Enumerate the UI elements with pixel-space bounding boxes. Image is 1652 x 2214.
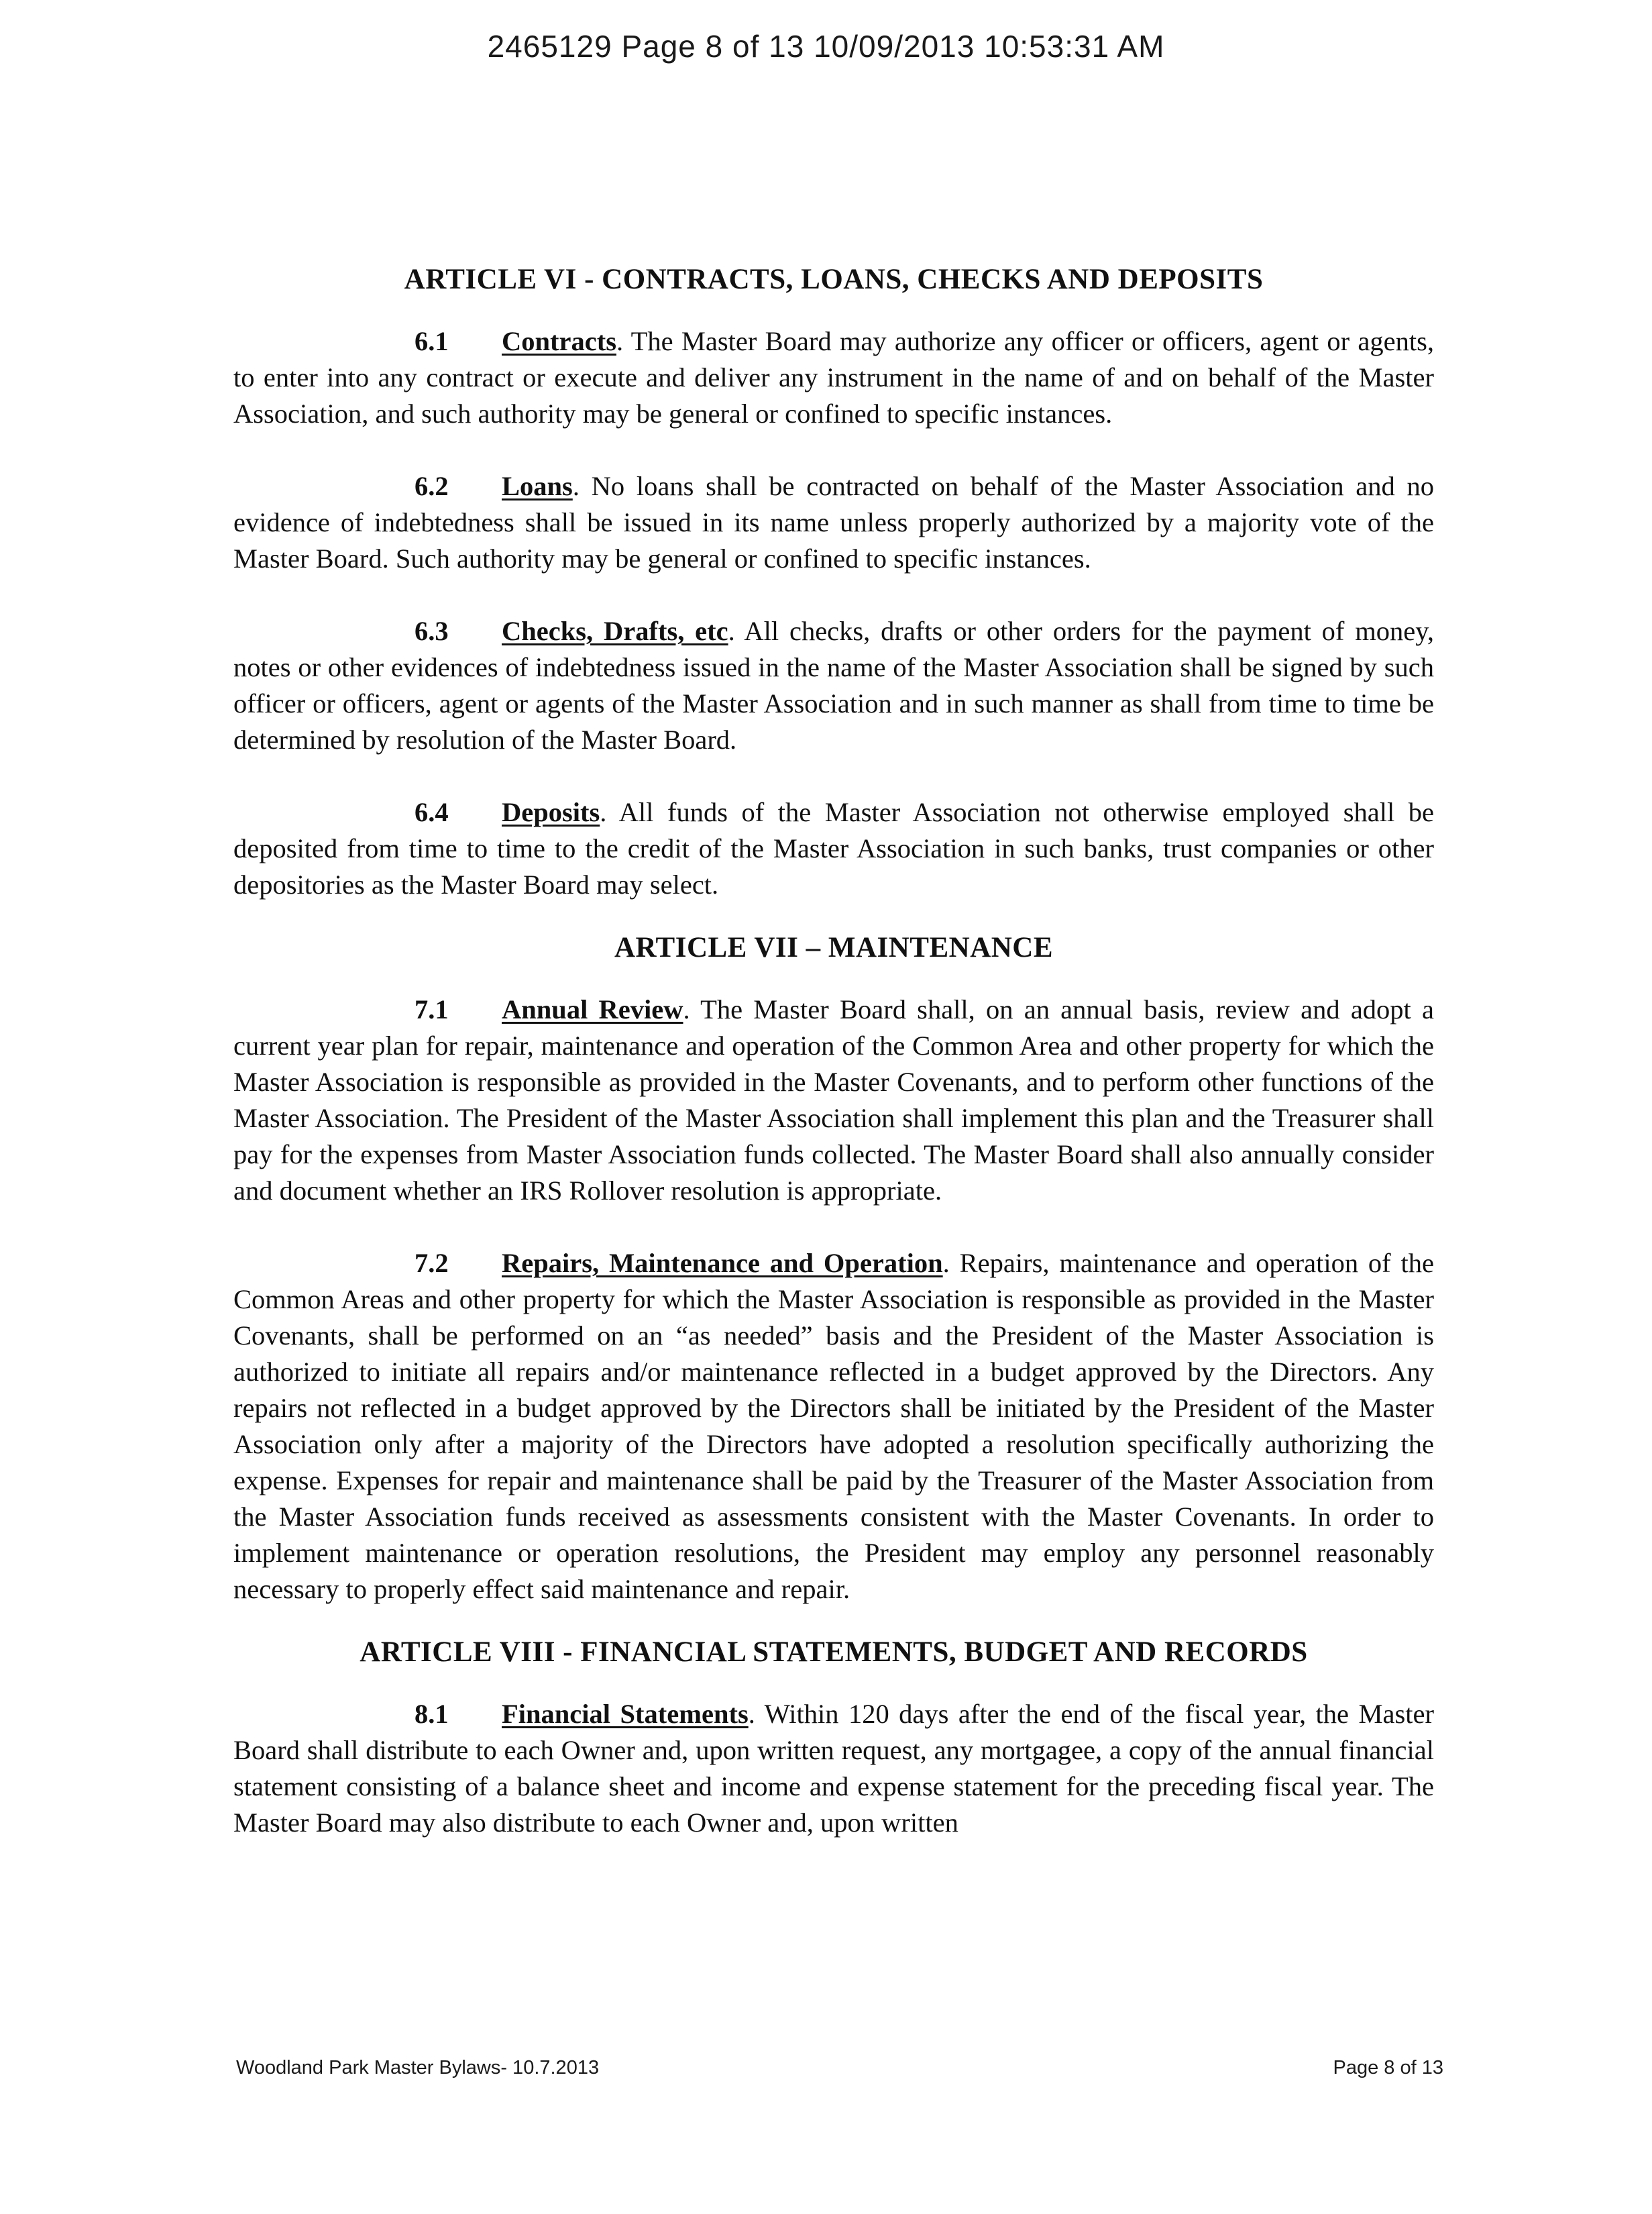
section-text: . Repairs, maintenance and operation of the Common Areas and other property for which the Master Association is responsible as provided in the Master Covenants, shall be performed on an “as needed” basis and the President of the Master Association is authorized to initiate all repairs and/or maintenance reflected in a budget approved by the Directors. Any repairs not reflected in a budget approved by the Directors shall be initiated by the President of the Master Association only after a majority of the Directors have adopted a resolution specifically authorizing the expense. Expenses for repair and maintenance shall be paid by the Treasurer of the Master Association from the Master Association funds received as assessments consistent with the Master Covenants. In order to implement maintenance or operation resolutions, the President may employ any personnel reasonably necessary to properly effect said maintenance and repair. [233, 1248, 1434, 1604]
article-heading: ARTICLE VIII - FINANCIAL STATEMENTS, BUDGET AND RECORDS [360, 1636, 1308, 1668]
article-heading: ARTICLE VI - CONTRACTS, LOANS, CHECKS AND DEPOSITS [404, 264, 1264, 295]
section-title: Contracts [502, 326, 616, 356]
section-title: Repairs, Maintenance and Operation [502, 1248, 943, 1278]
section-title: Financial Statements [502, 1699, 749, 1729]
section-paragraph [233, 1245, 1434, 1607]
section-title: Loans [502, 471, 573, 501]
section-number: 8.1 [415, 1699, 449, 1729]
section-paragraph [233, 1696, 1434, 1841]
section-number: 6.4 [415, 797, 449, 827]
section-number: 6.1 [415, 326, 449, 356]
section-paragraph [233, 613, 1434, 758]
footer-page-number: Page 8 of 13 [1333, 2057, 1443, 2078]
section-text: . All funds of the Master Association not otherwise employed shall be deposited from time to time to the credit of the Master Association in such banks, trust companies or other depositories as the Master Board may select. [233, 797, 1434, 900]
section-paragraph [233, 794, 1434, 903]
fax-header-stamp: 2465129 Page 8 of 13 10/09/2013 10:53:31 AM [487, 29, 1165, 64]
section-text: . All checks, drafts or other orders for the payment of money, notes or other evidences of indebtedness issued in the name of the Master Association shall be signed by such officer or officers, agent or agents of the Master Association and in such manner as shall from time to time be determined by resolution of the Master Board. [233, 616, 1434, 755]
section-number: 7.2 [415, 1248, 449, 1278]
section-number: 6.2 [415, 471, 449, 501]
footer-document-title: Woodland Park Master Bylaws- 10.7.2013 [236, 2057, 600, 2078]
section-paragraph [233, 468, 1434, 577]
section-title: Deposits [502, 797, 600, 827]
section-number: 7.1 [415, 994, 449, 1024]
section-title: Checks, Drafts, etc [502, 616, 728, 646]
section-text: . The Master Board may authorize any officer or officers, agent or agents, to enter into any contract or execute and deliver any instrument in the name of and on behalf of the Master Association, and such authority may be general or confined to specific instances. [233, 326, 1434, 429]
section-text: . The Master Board shall, on an annual basis, review and adopt a current year plan for repair, maintenance and operation of the Common Area and other property for which the Master Association is responsible as provided in the Master Covenants, and to perform other functions of the Master Association. The President of the Master Association shall implement this plan and the Treasurer shall pay for the expenses from Master Association funds collected. The Master Board shall also annually consider and document whether an IRS Rollover resolution is appropriate. [233, 994, 1434, 1206]
section-paragraph [233, 992, 1434, 1209]
section-text: . No loans shall be contracted on behalf of the Master Association and no evidence of indebtedness shall be issued in its name unless properly authorized by a majority vote of the Master Board. Such authority may be general or confined to specific instances. [233, 471, 1434, 574]
document-body [233, 262, 1434, 1841]
section-text: . Within 120 days after the end of the fiscal year, the Master Board shall distribute to each Owner and, upon written request, any mortgagee, a copy of the annual financial statement consisting of a balance sheet and income and expense statement for the preceding fiscal year. The Master Board may also distribute to each Owner and, upon written [233, 1699, 1434, 1838]
section-number: 6.3 [415, 616, 449, 646]
section-paragraph [233, 323, 1434, 432]
article-heading: ARTICLE VII – MAINTENANCE [614, 932, 1054, 963]
section-title: Annual Review [502, 994, 683, 1024]
